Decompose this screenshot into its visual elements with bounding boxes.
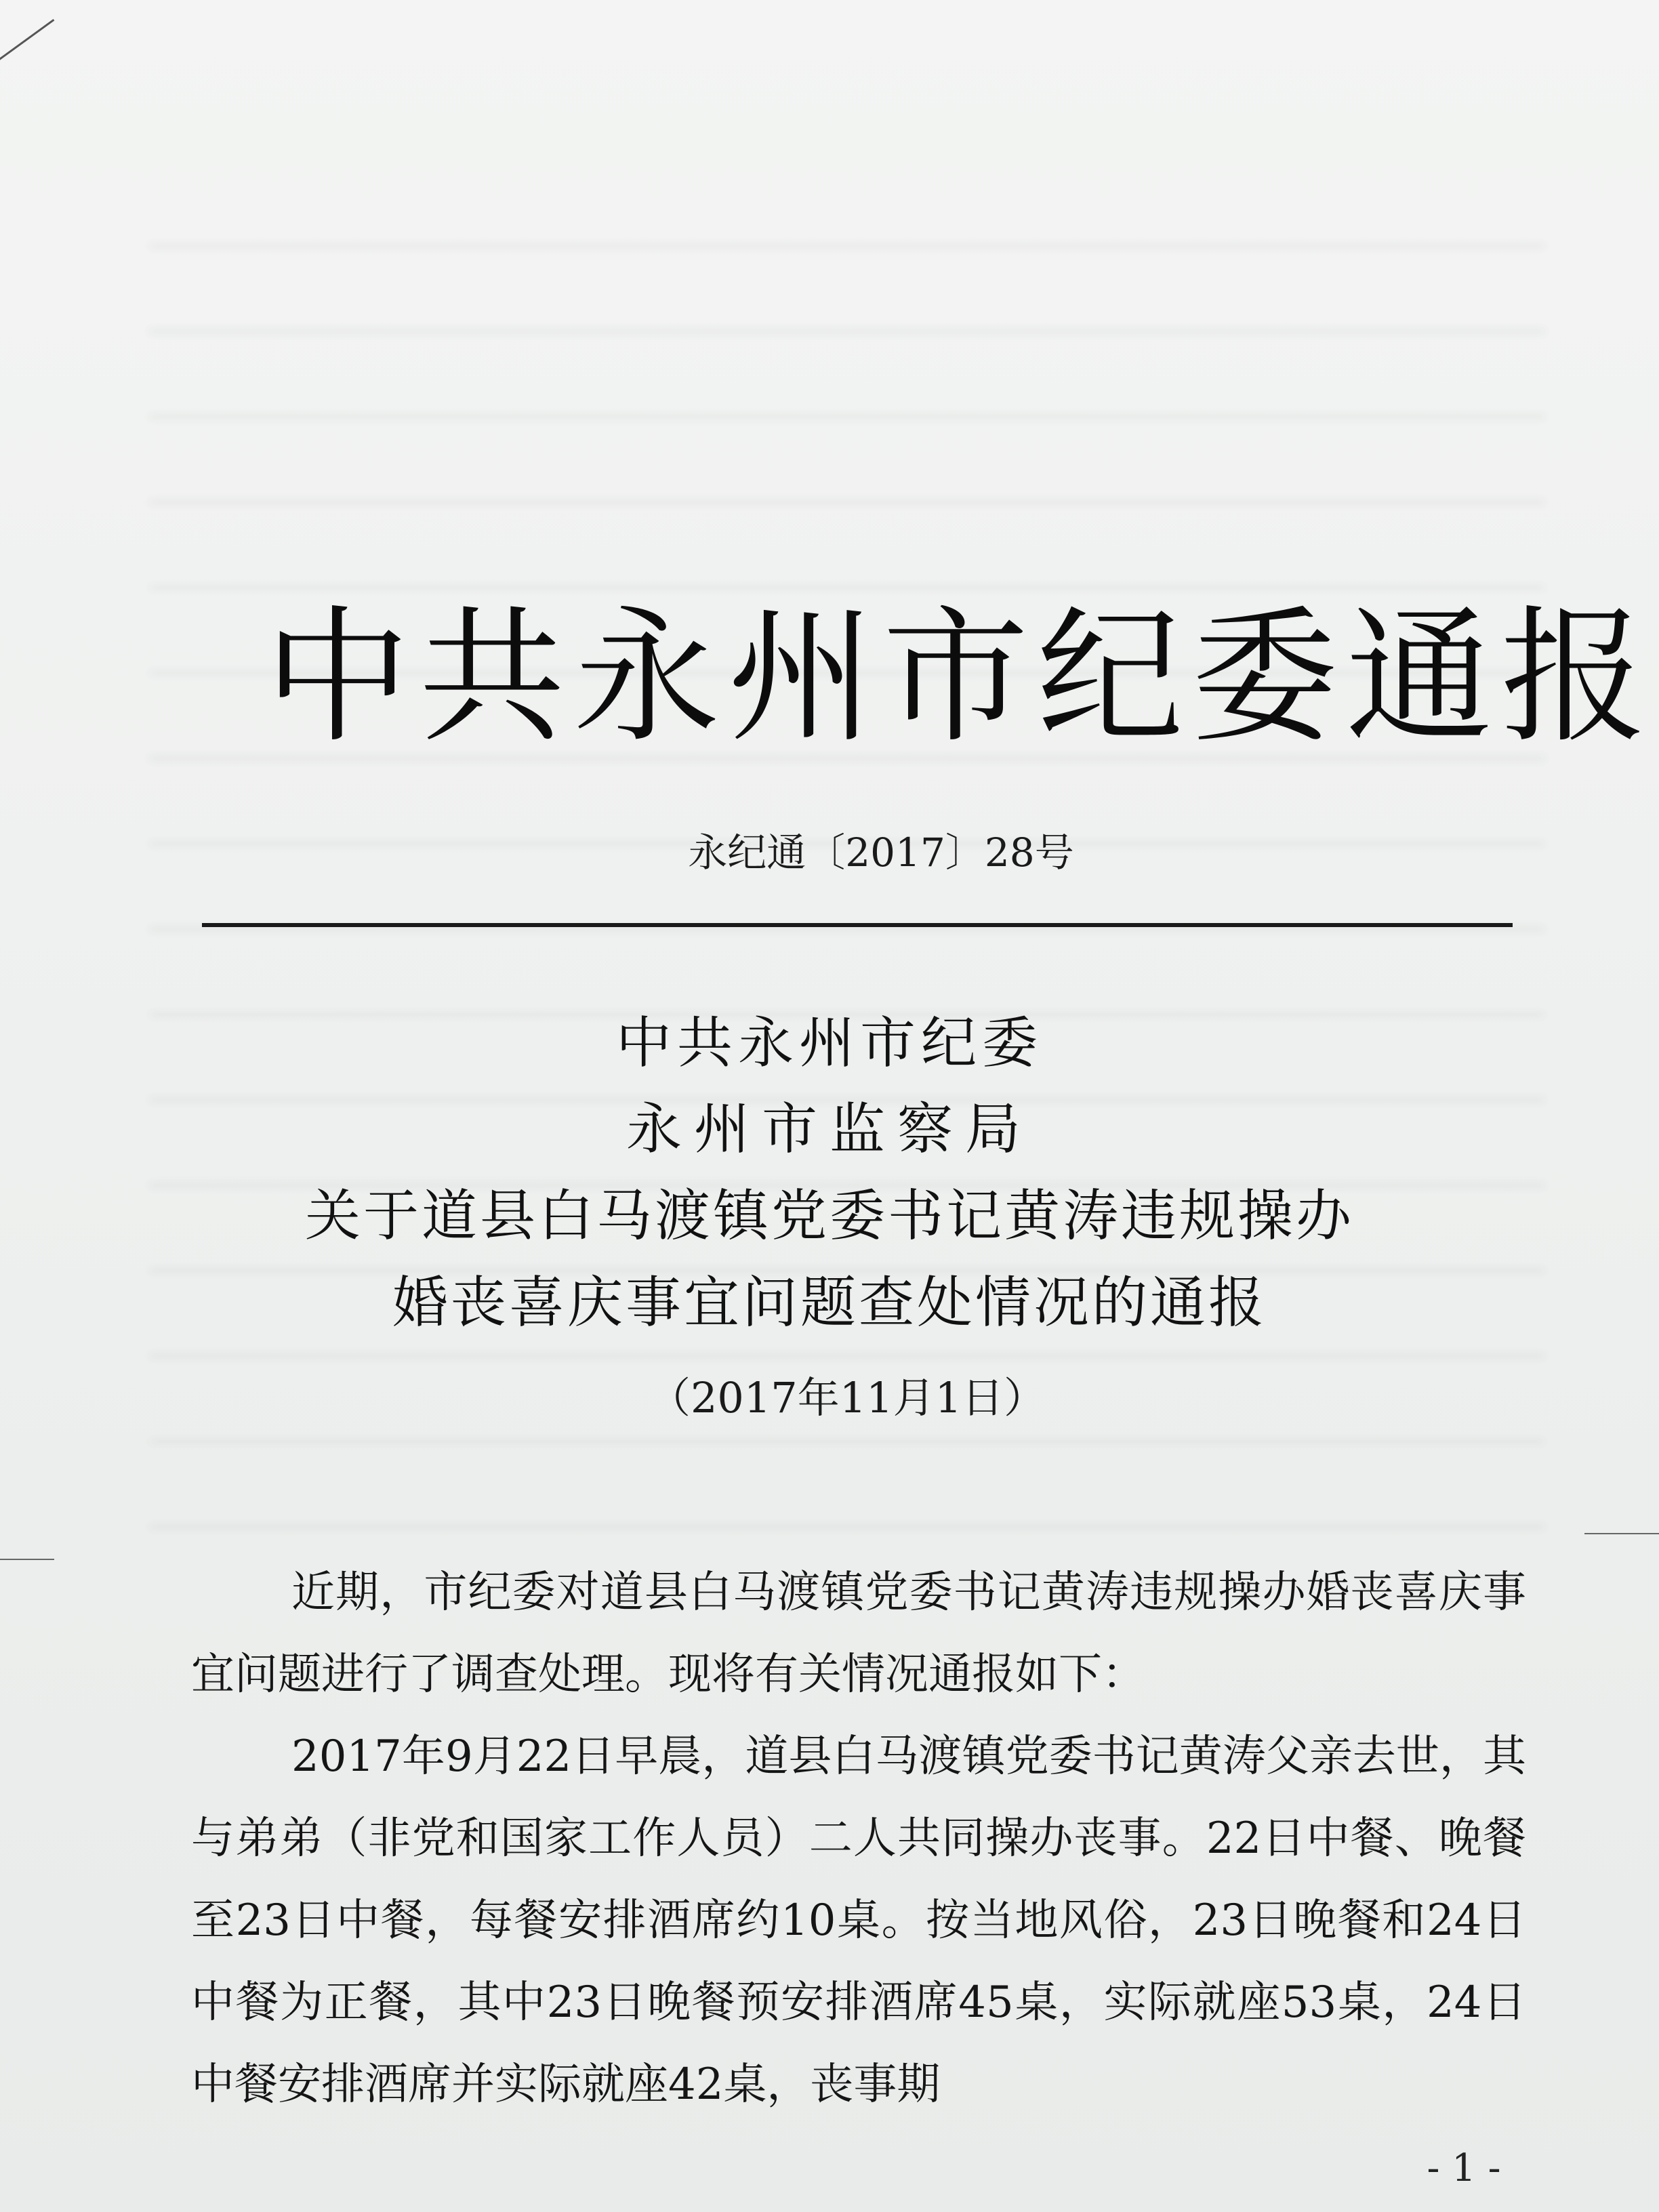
paragraph-2: 2017年9月22日早晨，道县白马渡镇党委书记黄涛父亲去世，其与弟弟（非党和国家工作人员）二人共同操办丧事。22日中餐、晚餐至23日中餐，每餐安排酒席约10桌。按当地风俗，23日晚餐和24日中餐为正餐，其中23日晚餐预安排酒席45桌，实际就座53桌，24日中餐安排酒席并实际就座42桌，丧事期 xyxy=(191,1732,1526,2110)
title-line-2: 永州市监察局 xyxy=(626,1097,1033,1162)
corner-crease xyxy=(0,19,54,64)
right-fold-mark xyxy=(1584,1533,1659,1534)
paragraph-1: 近期，市纪委对道县白马渡镇党委书记黄涛违规操办婚丧喜庆事宜问题进行了调查处理。现将有关情况通报如下： xyxy=(191,1568,1526,1700)
left-fold-mark xyxy=(0,1559,54,1560)
header-rule xyxy=(202,923,1513,927)
title-line-1: 中共永州市纪委 xyxy=(615,1011,1043,1076)
title-line-4: 婚丧喜庆事宜问题查处情况的通报 xyxy=(392,1271,1267,1335)
document-number: 永纪通〔2017〕28号 xyxy=(688,830,1074,876)
page-number: - 1 - xyxy=(1427,2146,1501,2190)
body-text xyxy=(191,1552,1526,2126)
masthead-title: 中共永州市纪委通报 xyxy=(264,592,1656,762)
title-line-3: 关于道县白马渡镇党委书记黄涛违规操办 xyxy=(304,1184,1354,1248)
issue-date: （2017年11月1日） xyxy=(648,1373,1046,1422)
